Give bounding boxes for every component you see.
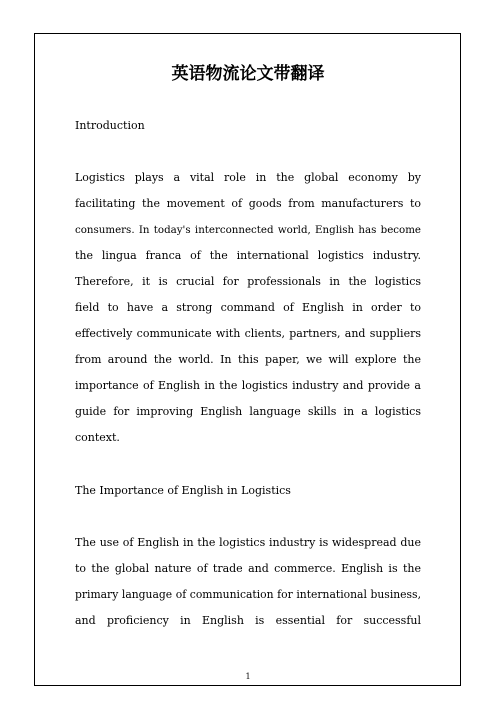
paragraph-line: guide for improving English language skills in a logistics bbox=[75, 405, 421, 418]
paragraph-line: field to have a strong command of English in order to bbox=[75, 301, 421, 314]
paragraph-line: to the global nature of trade and commerce. English is the bbox=[75, 562, 421, 575]
paragraph-line: primary language of communication for international business, bbox=[75, 588, 421, 601]
document-title: 英语物流论文带翻译 bbox=[171, 64, 325, 84]
paragraph-importance bbox=[75, 530, 421, 634]
section-heading-importance: The Importance of English in Logistics bbox=[75, 484, 291, 497]
paragraph-line: the lingua franca of the international logistics industry. bbox=[75, 249, 421, 262]
paragraph-line: Logistics plays a vital role in the global economy by bbox=[75, 171, 421, 184]
paragraph-line: facilitating the movement of goods from manufacturers to bbox=[75, 197, 421, 210]
paragraph-line: importance of English in the logistics industry and provide a bbox=[75, 379, 421, 392]
page-number: 1 bbox=[245, 672, 251, 681]
paragraph-line: effectively communicate with clients, partners, and suppliers bbox=[75, 327, 421, 340]
paragraph-line: consumers. In today's interconnected world, English has become bbox=[75, 224, 421, 236]
paragraph-line: context. bbox=[75, 431, 120, 444]
paragraph-line: and proficiency in English is essential for successful bbox=[75, 614, 421, 627]
paragraph-introduction bbox=[75, 165, 421, 451]
section-heading-introduction: Introduction bbox=[75, 119, 145, 132]
paragraph-line: from around the world. In this paper, we will explore the bbox=[75, 353, 421, 366]
paragraph-line: Therefore, it is crucial for professionals in the logistics bbox=[75, 275, 421, 288]
paragraph-line: The use of English in the logistics industry is widespread due bbox=[75, 536, 421, 549]
